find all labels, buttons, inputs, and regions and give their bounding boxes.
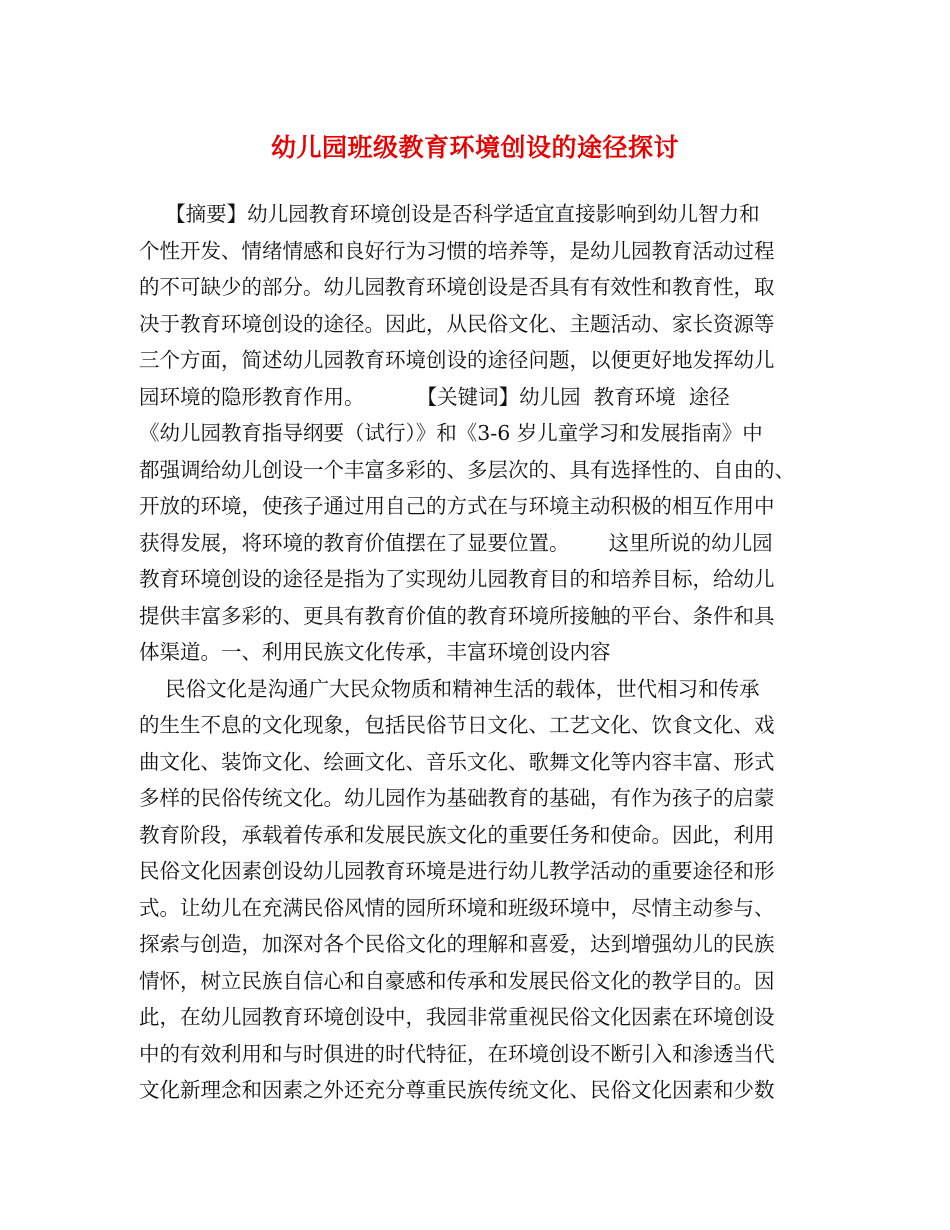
- body-line: 【摘要】幼儿园教育环境创设是否科学适宜直接影响到幼儿智力和: [139, 202, 760, 226]
- body-line: 的不可缺少的部分。幼儿园教育环境创设是否具有有效性和教育性，取: [139, 275, 775, 299]
- body-line: 文化新理念和因素之外还充分尊重民族传统文化、民俗文化因素和少数: [139, 1078, 775, 1102]
- document-body: [139, 196, 829, 1109]
- body-line: 都强调给幼儿创设一个丰富多彩的、多层次的、具有选择性的、自由的、: [139, 457, 795, 482]
- body-line: 曲文化、装饰文化、绘画文化、音乐文化、歌舞文化等内容丰富、形式: [139, 749, 775, 774]
- body-line: 获得发展，将环境的教育价值摆在了显要位置。 这里所说的幼儿园: [139, 530, 773, 555]
- document-title: 幼儿园班级教育环境创设的途径探讨: [270, 133, 679, 162]
- body-line: 《幼儿园教育指导纲要（试行）》和《3-6 岁儿童学习和发展指南》中: [139, 421, 763, 445]
- body-line: 情怀，树立民族自信心和自豪感和传承和发展民俗文化的教学目的。因: [139, 968, 775, 993]
- body-line: 决于教育环境创设的途径。因此，从民俗文化、主题活动、家长资源等: [139, 311, 775, 336]
- body-line: 教育环境创设的途径是指为了实现幼儿园教育目的和培养目标，给幼儿: [139, 567, 775, 591]
- body-line: 式。让幼儿在充满民俗风情的园所环境和班级环境中，尽情主动参与、: [139, 895, 775, 920]
- body-line: 民俗文化因素创设幼儿园教育环境是进行幼儿教学活动的重要途径和形: [139, 859, 775, 883]
- body-line: 开放的环境，使孩子通过用自己的方式在与环境主动积极的相互作用中: [139, 494, 775, 518]
- body-line: 园环境的隐形教育作用。 【关键词】幼儿园 教育环境 途径: [139, 384, 730, 409]
- body-line: 个性开发、情绪情感和良好行为习惯的培养等，是幼儿园教育活动过程: [139, 238, 775, 263]
- body-line: 体渠道。一、利用民族文化传承，丰富环境创设内容: [139, 640, 611, 664]
- body-line: 多样的民俗传统文化。幼儿园作为基础教育的基础，有作为孩子的启蒙: [139, 786, 775, 810]
- body-line: 教育阶段，承载着传承和发展民族文化的重要任务和使命。因此，利用: [139, 822, 775, 847]
- body-line: 民俗文化是沟通广大民众物质和精神生活的载体，世代相习和传承: [139, 676, 760, 701]
- body-line: 提供丰富多彩的、更具有教育价值的教育环境所接触的平台、条件和具: [139, 603, 775, 628]
- body-line: 三个方面，简述幼儿园教育环境创设的途径问题，以便更好地发挥幼儿: [139, 348, 775, 372]
- body-line: 中的有效利用和与时俱进的时代特征，在环境创设不断引入和渗透当代: [139, 1041, 775, 1066]
- body-line: 此，在幼儿园教育环境创设中，我园非常重视民俗文化因素在环境创设: [139, 1005, 775, 1029]
- body-line: 的生生不息的文化现象，包括民俗节日文化、工艺文化、饮食文化、戏: [139, 713, 775, 737]
- body-line: 探索与创造，加深对各个民俗文化的理解和喜爱，达到增强幼儿的民族: [139, 932, 775, 956]
